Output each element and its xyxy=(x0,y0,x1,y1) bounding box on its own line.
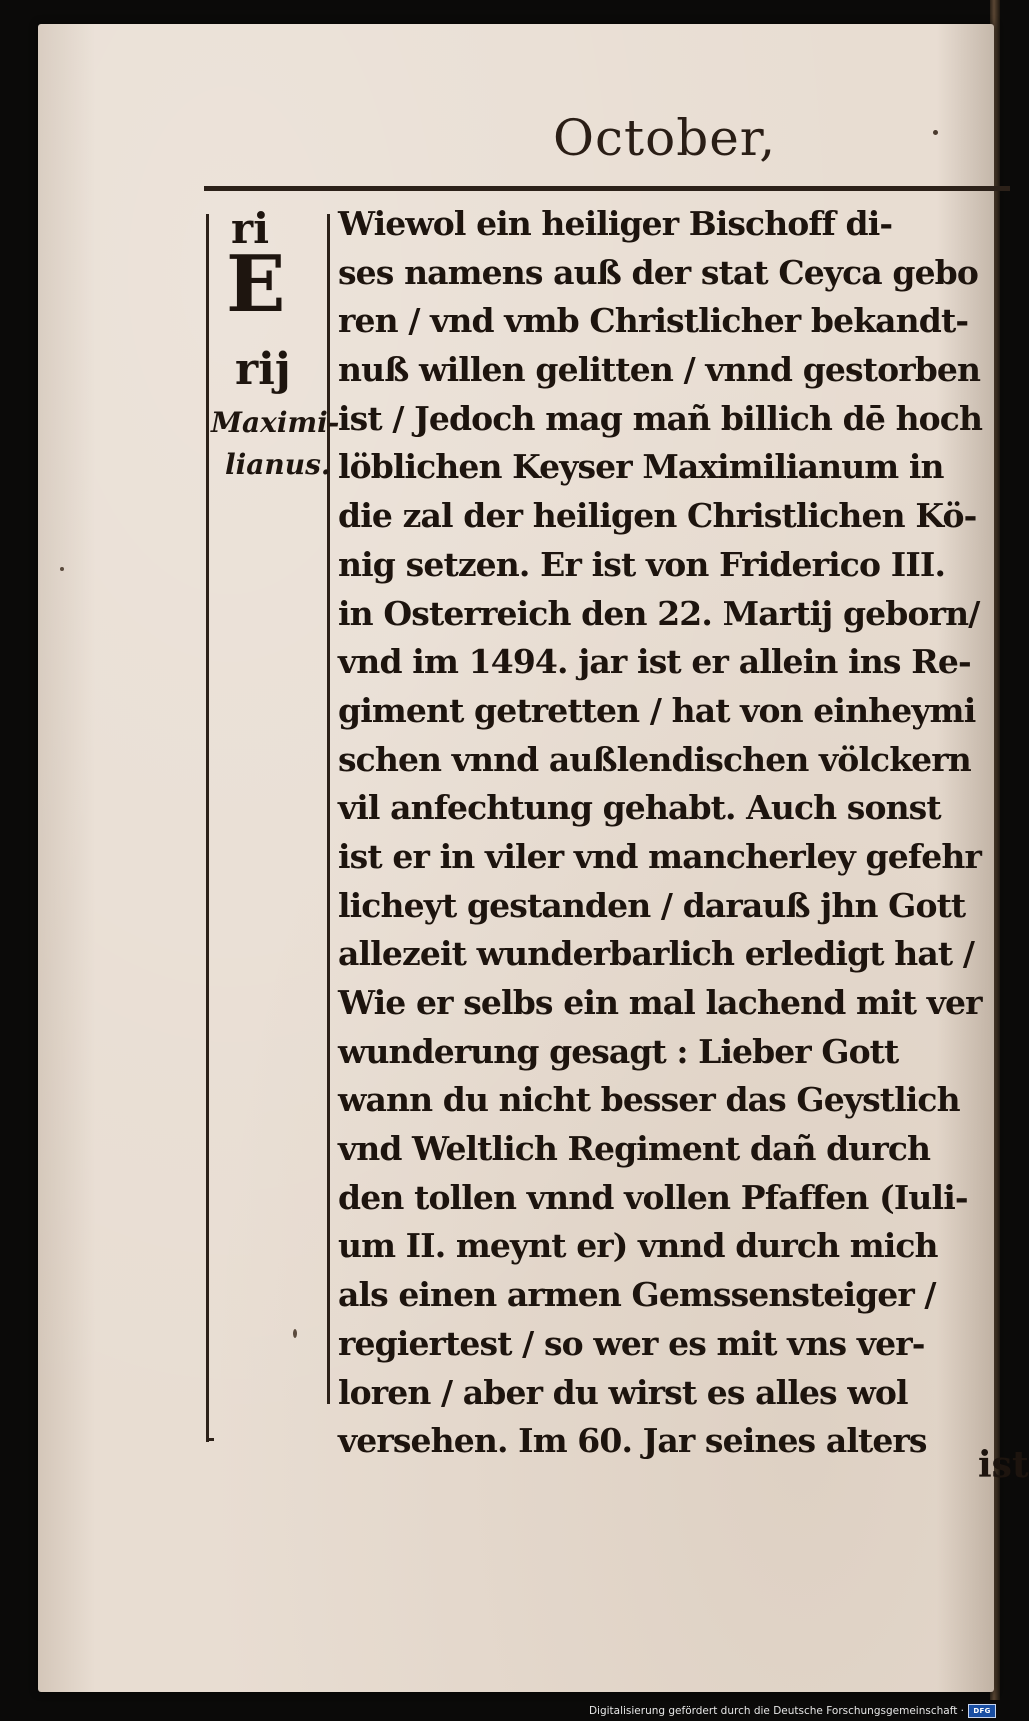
text-line: nig setzen. Er ist von Friderico III. xyxy=(338,544,946,584)
text-line: in Osterreich den 22. Martij geborn/ xyxy=(338,593,980,633)
text-line: die zal der heiligen Christlichen Kö- xyxy=(338,496,977,536)
text-line: licheyt gestanden / darauß jhn Gott xyxy=(338,885,966,925)
ink-speck xyxy=(293,1329,297,1338)
text-line: den tollen vnnd vollen Pfaffen (Iuli- xyxy=(338,1177,968,1217)
catchword: ist xyxy=(978,1444,1029,1486)
ink-speck xyxy=(60,567,64,571)
text-line: ren / vnd vmb Christlicher bekandt- xyxy=(338,301,969,341)
text-line: vnd Weltlich Regiment dañ durch xyxy=(338,1129,931,1169)
scanned-page xyxy=(38,24,1029,1692)
text-line: ses namens auß der stat Ceyca gebo xyxy=(338,252,978,292)
margin-saint-name-line1: Maximi- xyxy=(211,406,340,439)
page-header-title: October, xyxy=(553,109,777,167)
credit-text: Digitalisierung gefördert durch die Deutsche Forschungsgemeinschaft · xyxy=(588,1705,964,1717)
margin-dominical-letter: E xyxy=(226,239,286,330)
margin-rule-inner xyxy=(327,214,330,1404)
margin-saint-name-line2: lianus. xyxy=(225,448,331,481)
header-rule xyxy=(204,186,1010,191)
text-line: vil anfechtung gehabt. Auch sonst xyxy=(338,788,941,828)
text-line: wunderung gesagt : Lieber Gott xyxy=(338,1031,899,1071)
margin-rule-foot xyxy=(206,1438,214,1441)
text-line: versehen. Im 60. Jar seines alters xyxy=(338,1421,927,1461)
digitization-credit xyxy=(589,1704,996,1718)
text-line: giment getretten / hat von einheymi xyxy=(338,690,976,730)
text-line: vnd im 1494. jar ist er allein ins Re- xyxy=(338,642,971,682)
text-line: wann du nicht besser das Geystlich xyxy=(338,1080,960,1120)
text-line: ist / Jedoch mag mañ billich dē hoch xyxy=(338,398,983,438)
margin-day-number: ri xyxy=(231,204,270,253)
text-line: Wiewol ein heiliger Bischoff di- xyxy=(338,204,893,243)
text-line: um II. meynt er) vnnd durch mich xyxy=(338,1226,938,1266)
text-line: Wie er selbs ein mal lachend mit ver xyxy=(338,983,982,1022)
text-line: schen vnnd außlendischen völckern xyxy=(338,739,971,779)
text-line: nuß willen gelitten / vnnd gestorben xyxy=(338,350,981,390)
text-line: ist er in viler vnd mancherley gefehr xyxy=(338,836,981,876)
dfg-logo: DFG xyxy=(968,1704,996,1718)
margin-rule-outer xyxy=(206,214,209,1442)
body-text xyxy=(338,200,1028,1466)
text-line: als einen armen Gemssensteiger / xyxy=(338,1275,936,1315)
text-line: allezeit wunderbarlich erledigt hat / xyxy=(338,934,975,974)
ink-speck xyxy=(933,130,938,135)
text-line: loren / aber du wirst es alles wol xyxy=(338,1372,908,1412)
text-line: löblichen Keyser Maximilianum in xyxy=(338,447,944,487)
text-line: regiertest / so wer es mit vns ver- xyxy=(338,1323,925,1363)
margin-numeral: rij xyxy=(235,344,291,395)
